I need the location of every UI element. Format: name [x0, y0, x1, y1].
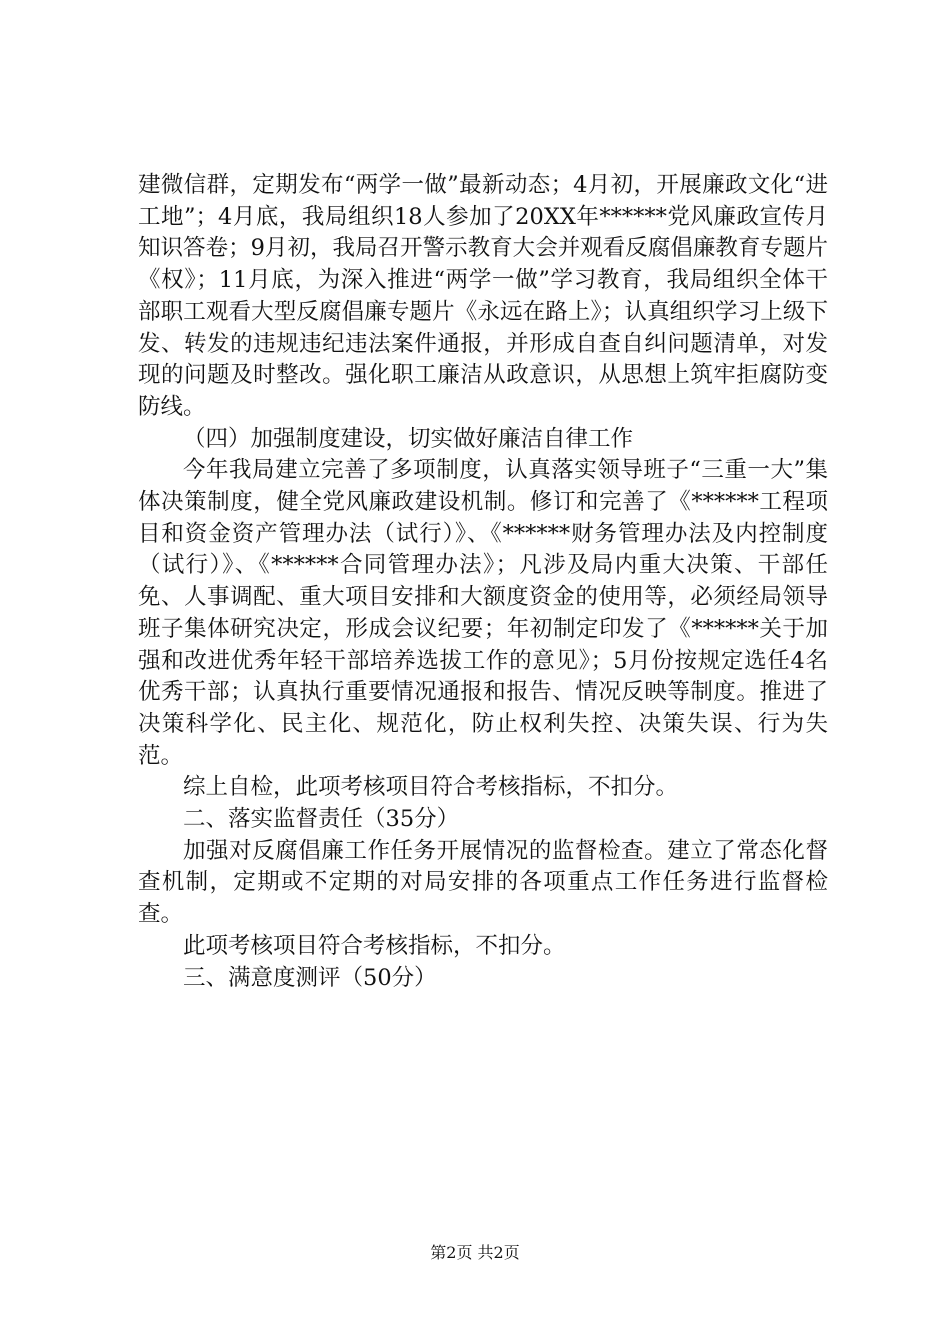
- section-heading-supervision: 二、落实监督责任（35分）: [183, 806, 460, 833]
- page-footer: 第2页 共2页: [430, 1243, 520, 1262]
- paragraph-supervision-conclusion: 此项考核项目符合考核指标，不扣分。: [183, 932, 566, 959]
- paragraph-continuation: 建微信群，定期发布“两学一做”最新动态；4月初，开展廉政文化“进工地”；4月底，我局组织18人参加了20XX年******党风廉政宣传月知识答卷；9月初，我局召开警示教育大会并观看反腐倡廉教育专题片《权》；11月底，为深入推进“两学一做”学习教育，我局组织全体干部职工观看大型反腐倡廉专题片《永远在路上》；认真组织学习上级下发、转发的违规违纪违法案件通报，并形成自查自纠问题清单，对发现的问题及时整改。强化职工廉洁从政意识，从思想上筑牢拒腐防变防线。: [138, 172, 828, 420]
- paragraph-system-building: 今年我局建立完善了多项制度，认真落实领导班子“三重一大”集体决策制度，健全党风廉政建设机制。修订和完善了《******工程项目和资金资产管理办法（试行）》、《******财务管理办法及内控制度（试行）》、《******合同管理办法》；凡涉及局内重大决策、干部任免、人事调配、重大项目安排和大额度资金的使用等，必须经局领导班子集体研究决定，形成会议纪要；年初制定印发了《******关于加强和改进优秀年轻干部培养选拔工作的意见》；5月份按规定选任4名优秀干部；认真执行重要情况通报和报告、情况反映等制度。推进了决策科学化、民主化、规范化，防止权利失控、决策失误、行为失范。: [138, 457, 828, 769]
- document-body: [138, 170, 828, 994]
- section-heading-four: （四）加强制度建设，切实做好廉洁自律工作: [183, 425, 634, 452]
- paragraph-self-check-conclusion: 综上自检，此项考核项目符合考核指标，不扣分。: [183, 774, 679, 801]
- section-heading-satisfaction: 三、满意度测评（50分）: [183, 964, 437, 991]
- paragraph-supervision: 加强对反腐倡廉工作任务开展情况的监督检查。建立了常态化督查机制，定期或不定期的对局安排的各项重点工作任务进行监督检查。: [138, 837, 828, 928]
